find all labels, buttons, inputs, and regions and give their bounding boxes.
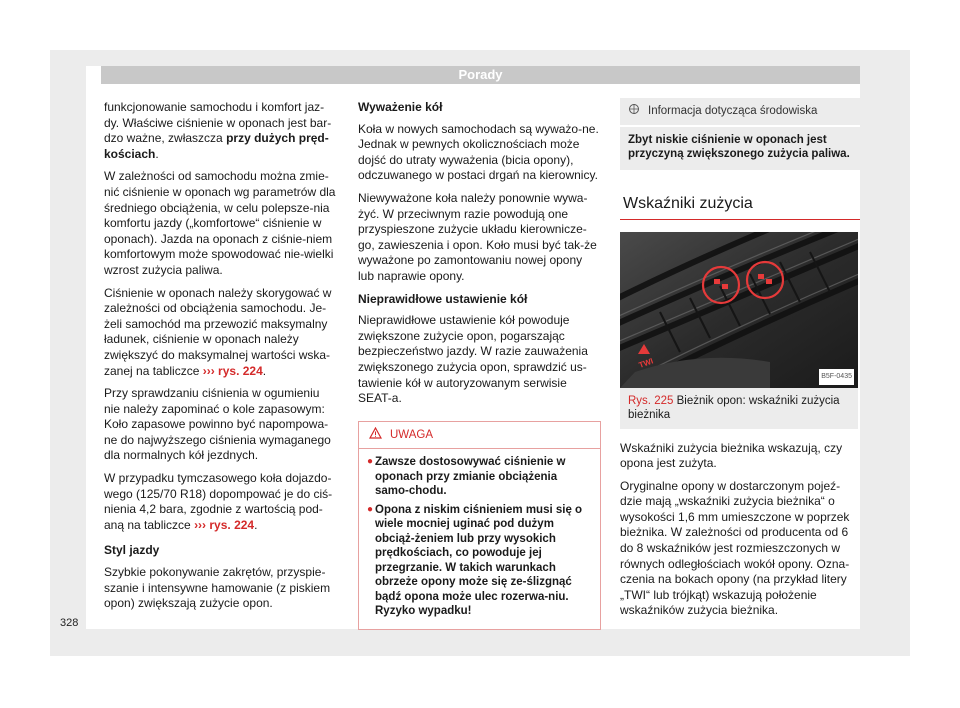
tire-tread-illustration	[620, 232, 858, 388]
figure-caption	[620, 388, 858, 429]
paragraph: Wskaźniki zużycia bieżnika wskazują, czy opona jest zużyta.	[620, 440, 843, 471]
bullet-icon: ●	[367, 456, 374, 468]
warning-item	[367, 455, 592, 499]
text: funkcjonowanie samochodu i komfort jaz-dy. Właściwe ciśnienie w oponach jest bar-dzo ważne, zwłaszcza	[104, 100, 332, 146]
figure-reference-link[interactable]: ››› rys. 224	[194, 517, 255, 532]
column-3	[620, 100, 860, 626]
info-header	[620, 98, 860, 127]
column-1	[104, 100, 336, 619]
section-title: Wskaźniki zużycia	[620, 194, 860, 220]
paragraph: W zależności od samochodu można zmie-nić ciśnienie w oponach wg parametrów dla średniego obciążenia, w celu polepsze-nia komfortu jazdy („komfortowe“ ciśnienie w oponach). Jazda na oponach z ciśnie-niem komfortowym może spowodować nie-wielki wzrost zużycia paliwa.	[104, 169, 336, 277]
paragraph	[104, 471, 336, 533]
paragraph: Przy sprawdzaniu ciśnienia w ogumieniu nie należy zapominać o kole zapasowym: Koło zapasowe powinno być napompowa-ne do najwyższego ciśnienia wymaganego dla normalnych kół jezdnych.	[104, 386, 331, 463]
paragraph: Koła w nowych samochodach są wyważo-ne. Jednak w pewnych okolicznościach może dojść do utraty wyważenia (bicia opony), odczuwanego w postaci drgań na kierownicy.	[358, 121, 599, 183]
figure-reference-link[interactable]: ››› rys. 224	[202, 363, 263, 378]
warning-title: UWAGA	[390, 428, 434, 441]
twi-marking: TWI	[637, 355, 655, 370]
text: .	[254, 517, 258, 532]
paragraph	[104, 100, 336, 162]
text: Ciśnienie w oponach należy skorygować w zależności od obciążenia samochodu. Je-żeli samochód ma przewozić maksymalny ładunek, ciśnienie w oponach należy zwiększyć do maksymalnej wartości wska-zanej na tabliczce	[104, 285, 332, 378]
subheading: Nieprawidłowe ustawienie kół	[358, 291, 528, 306]
column-2	[358, 100, 601, 630]
bullet-icon: ●	[367, 503, 374, 515]
warning-body	[359, 449, 600, 629]
warning-header	[359, 422, 600, 450]
caption-text: Bieżnik opon: wskaźniki zużycia bieżnika	[628, 394, 840, 421]
info-title: Informacja dotycząca środowiska	[648, 105, 818, 117]
subheading: Styl jazdy	[104, 543, 160, 558]
info-body: Zbyt niskie ciśnienie w oponach jest przyczyną zwiększonego zużycia paliwa.	[628, 133, 850, 160]
paragraph: Niewyważone koła należy ponownie wywa-żyć. W przeciwnym razie powodują one przyspieszone zużycie układu kierownicze-go, zawieszenia i opon. Koło musi być tak-że wyważone po zamontowaniu nowej opony lub naprawie opony.	[358, 190, 597, 283]
tire-tread-figure	[620, 232, 858, 388]
text: .	[155, 146, 159, 161]
page-number: 328	[60, 617, 79, 629]
warning-box	[358, 421, 601, 630]
paragraph: Nieprawidłowe ustawienie kół powoduje zwiększone zużycie opon, pogarszając bezpieczeństwo jazdy. W razie zauważenia zwiększonego zużycia opon, sprawdzić us-tawienie kół w autoryzowanym serwisie SEAT-a.	[358, 313, 588, 406]
bold-text: przy dużych pręd-kościach	[104, 131, 329, 161]
text: .	[262, 363, 267, 378]
paragraph: Oryginalne opony w dostarczonym pojeź-dzie mają „wskaźniki zużycia bieżnika“ o wysokości 1,6 mm umieszczone w poprzek bieżnika. W zależności od producenta od 6 do 8 wskaźników jest rozmieszczonych w równych odległościach wokół opony. Ozna-czenia na bokach opony (na przykład litery „TWI“ lub trójkąt) wskazują położenie wskaźników zużycia bieżnika.	[620, 478, 850, 618]
figure-code: B5F-0435	[819, 369, 854, 385]
paragraph	[104, 286, 336, 380]
subheading: Wyważenie kół	[358, 100, 443, 114]
paragraph: Szybkie pokonywanie zakrętów, przyspie-szanie i intensywne hamowanie (z piskiem opon) zwiększają zużycie opon.	[104, 565, 331, 611]
warning-item-text: Opona z niskim ciśnieniem musi się o wiele mocniej uginać pod dużym obciąż-żeniem lub przy wysokich prędkościach, co powoduje jej przegrzanie. W takich warunkach obrzeże opony może się ze-ślizgnąć bądź opona może ulec rozerwa-niu. Ryzyko wypadku!	[375, 503, 583, 618]
leaf-icon	[628, 103, 640, 120]
caption-label: Rys. 225	[628, 394, 674, 407]
warning-item-text: Zawsze dostosowywać ciśnienie w oponach przy zmianie obciążenia samo-chodu.	[375, 456, 566, 498]
warning-triangle-icon	[369, 427, 382, 444]
text: W przypadku tymczasowego koła dojazdo-wego (125/70 R18) dopompować je do ciś-nienia 4,2 bara, zgodnie z wartością pod-aną na tabliczce	[104, 471, 333, 532]
page-header: Porady	[101, 66, 860, 84]
section-body	[620, 441, 860, 620]
warning-item	[367, 503, 592, 619]
environment-info-box	[620, 98, 860, 170]
